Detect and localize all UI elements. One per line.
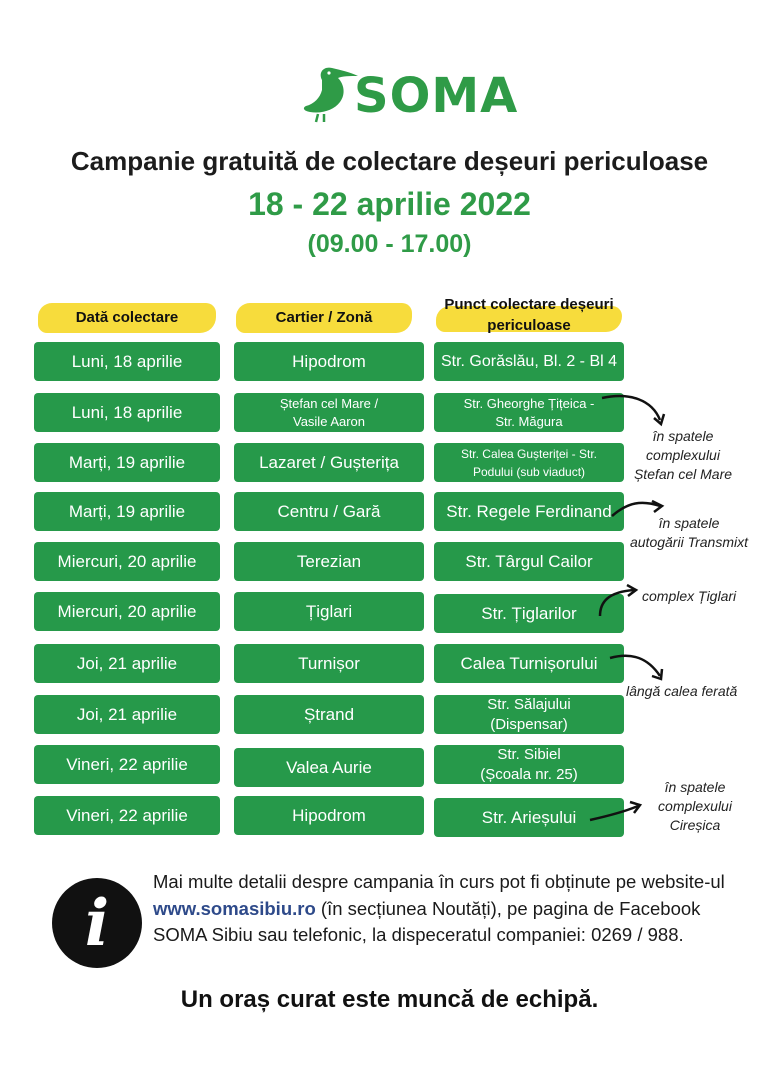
row-2-zone: Ștefan cel Mare / Vasile Aaron [234,393,424,432]
website-link[interactable]: www.somasibiu.ro [153,897,316,919]
note-autogara: în spatele autogării Transmixt [629,515,748,550]
note-calea-ferata: lângă calea ferată [626,683,738,699]
arrow-icon [588,798,646,826]
row-8-point: Str. Sălajului (Dispensar) [434,695,624,734]
row-5-date: Miercuri, 20 aprilie [34,542,220,581]
row-5-zone: Terezian [234,542,424,581]
note-tiglari: complex Țiglari [642,588,737,604]
row-5-point: Str. Târgul Cailor [434,542,624,581]
row-8-zone: Ștrand [234,695,424,734]
row-7-date: Joi, 21 aprilie [34,644,220,683]
row-6-point: Str. Țiglarilor [434,594,624,633]
row-2-point: Str. Gheorghe Țițeica - Str. Măgura [434,393,624,432]
info-icon: i [52,878,142,968]
row-9-zone: Valea Aurie [234,748,424,787]
row-1-zone: Hipodrom [234,342,424,381]
header-point: Punct colectare deșeuri periculoase [436,290,622,340]
row-4-point: Str. Regele Ferdinand [434,492,624,531]
row-9-date: Vineri, 22 aprilie [34,745,220,784]
row-3-date: Marți, 19 aprilie [34,443,220,482]
row-1-date: Luni, 18 aprilie [34,342,220,381]
logo-wordmark: SOMA [354,68,519,124]
row-1-point: Str. Gorăslău, Bl. 2 - Bl 4 [434,342,624,381]
row-4-zone: Centru / Gară [234,492,424,531]
row-3-zone: Lazaret / Gușterița [234,443,424,482]
header-zone: Cartier / Zonă [236,295,412,339]
page-title: Campanie gratuită de colectare deșeuri periculoase [70,146,709,176]
row-10-zone: Hipodrom [234,796,424,835]
row-4-date: Marți, 19 aprilie [34,492,220,531]
soma-logo [300,62,519,128]
row-6-date: Miercuri, 20 aprilie [34,592,220,631]
row-7-point: Calea Turnișorului [434,644,624,683]
row-3-point: Str. Calea Gușteriței - Str. Podului (sub viaduct) [434,443,624,482]
row-8-date: Joi, 21 aprilie [34,695,220,734]
row-10-date: Vineri, 22 aprilie [34,796,220,835]
info-text: Mai multe detalii despre campania în curs pot fi obținute pe website-ul www.somasibiu.ro (în secțiunea Noutăți), pe pagina de Facebook SOMA Sibiu sau telefonic, la dispeceratul companiei: 0269 / 988. [153,871,725,945]
footer-slogan: Un oraș curat este muncă de echipă. [180,986,599,1013]
pelican-icon [300,62,360,128]
header-date: Dată colectare [38,295,216,339]
arrow-icon [594,584,644,620]
arrow-icon [608,650,666,684]
row-7-zone: Turnișor [234,644,424,683]
row-10-point: Str. Arieșului [434,798,624,837]
row-6-zone: Țiglari [234,592,424,631]
row-2-date: Luni, 18 aprilie [34,393,220,432]
note-ciresica: în spatele complexului Cireșica [658,779,732,833]
row-9-point: Str. Sibiel (Școala nr. 25) [434,745,624,784]
campaign-hours: (09.00 - 17.00) [307,230,472,258]
note-stefan-cel-mare: în spatele complexului Ștefan cel Mare [633,428,733,482]
campaign-dates: 18 - 22 aprilie 2022 [248,186,531,222]
arrow-icon [600,390,670,430]
